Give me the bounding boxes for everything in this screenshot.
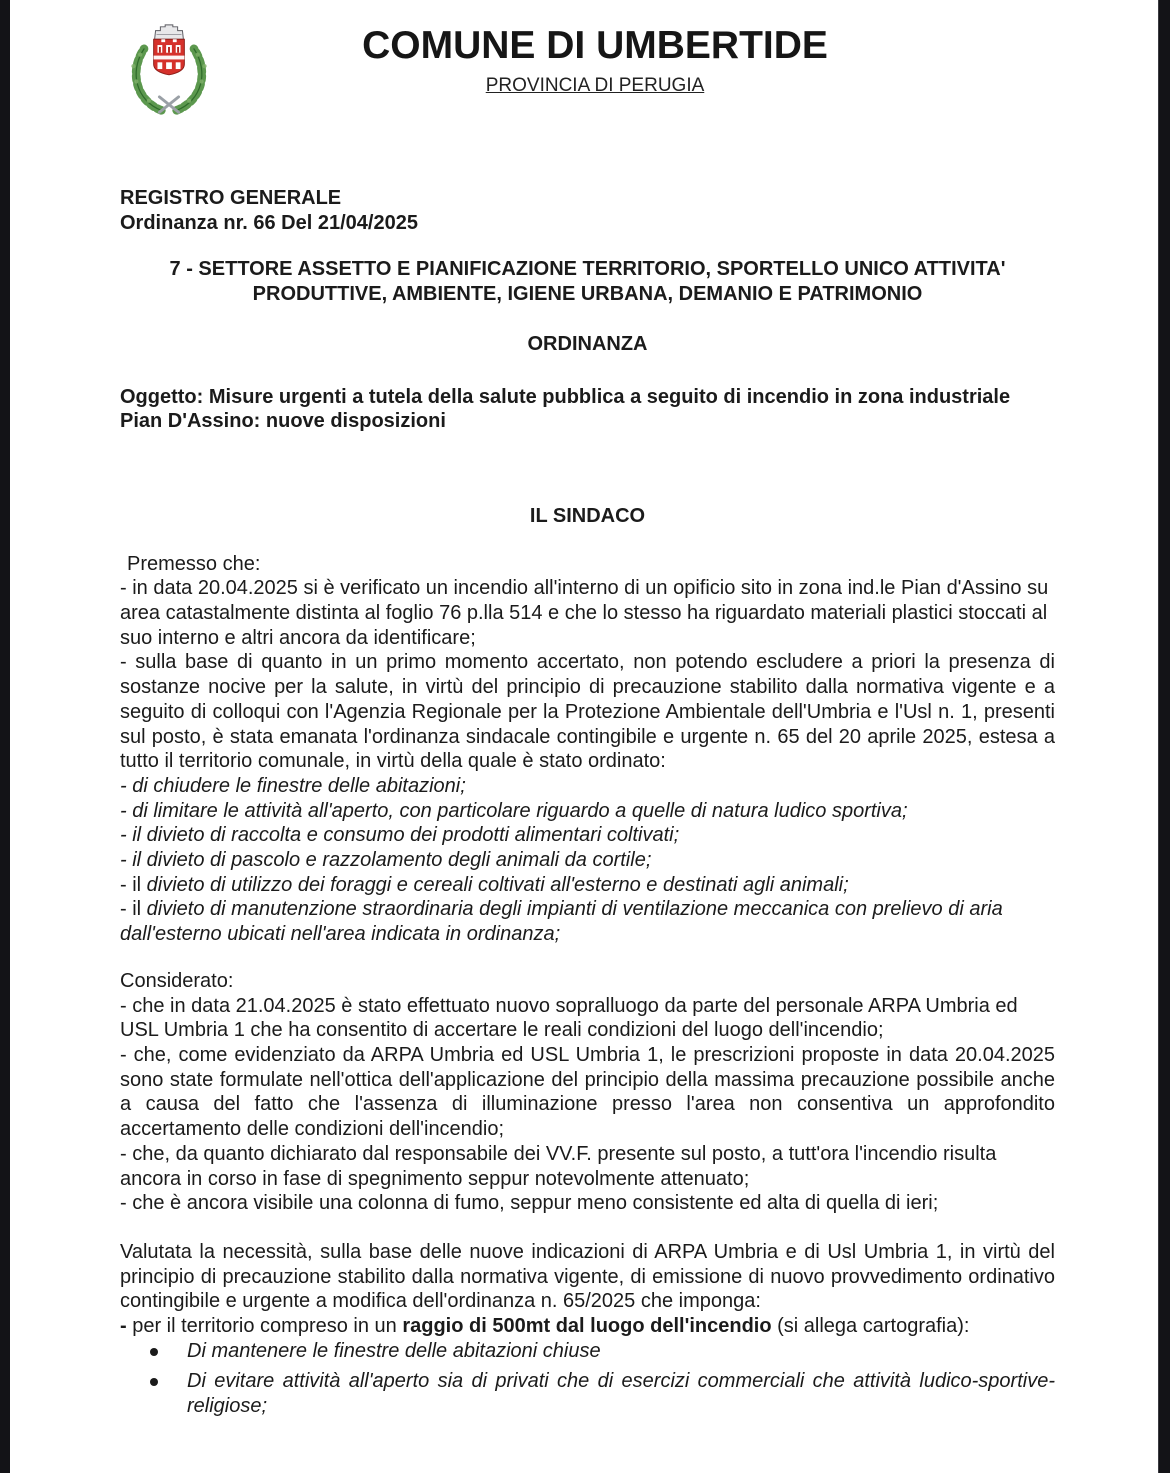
premesso-paragraph-1: - in data 20.04.2025 si è verificato un incendio all'interno di un opificio sito in zona ind.le Pian d'Assino su area catastalmente distinta al foglio 76 p.lla 514 e che lo stesso ha riguardato materiali plastici stoccati al suo interno e altri ancora da identificare; (120, 577, 1049, 649)
registry-block (120, 186, 1055, 235)
considerato-label: Considerato: (120, 969, 234, 992)
considerato-item: - che è ancora visibile una colonna di fumo, seppur meno consistente ed alta di quella di ieri; (120, 1192, 939, 1215)
premesso-paragraph-2: - sulla base di quanto in un primo momento accertato, non potendo escludere a priori la presenza di sostanze nocive per la salute, in virtù del principio di precauzione stabilito dalla normativa vigente e a seguito di colloqui con l'Agenzia Regionale per la Protezione Ambientale dell'Umbria e l'Usl n. 1, presenti sul posto, è stata emanata l'ordinanza sindacale contingibile e urgente n. 65 del 20 aprile 2025, estesa a tutto il territorio comunale, in virtù della quale è stato ordinato: (120, 651, 1055, 773)
premesso-label: Premesso che: (127, 552, 261, 575)
measures-bullet-list (120, 1339, 1055, 1419)
bullet-item: Di mantenere le finestre delle abitazioni chiuse (120, 1339, 1055, 1364)
mayor-heading: IL SINDACO (529, 504, 646, 527)
considerato-item: - che, come evidenziato da ARPA Umbria ed USL Umbria 1, le prescrizioni proposte in data 20.04.2025 sono state formulate nell'ottica dell'applicazione del principio della massima precauzione possibile anche a causa del fatto che l'assenza di illuminazione presso l'area non consentiva un approfondito accertamento delle condizioni dell'incendio; (120, 1043, 1055, 1141)
ordered-measure-item: - il divieto di utilizzo dei foraggi e cereali coltivati all'esterno e destinati agli animali; (120, 873, 849, 896)
ordered-measure-item: - il divieto di raccolta e consumo dei prodotti alimentari coltivati; (120, 824, 680, 847)
territory-scope-line: - per il territorio compreso in un raggio di 500mt dal luogo dell'incendio (si allega cartografia): (120, 1315, 970, 1338)
ordinance-number-line: Ordinanza nr. 66 Del 21/04/2025 (120, 211, 418, 234)
commune-title: COMUNE DI UMBERTIDE (362, 24, 828, 67)
viewer-left-edge (0, 0, 10, 1473)
bullet-item: Di evitare attività all'aperto sia di privati che di esercizi commerciali che attività ludico-sportive-religiose; (120, 1369, 1055, 1418)
registry-title: REGISTRO GENERALE (120, 187, 342, 209)
crossed-stems-icon (159, 97, 178, 112)
document-body (120, 186, 1055, 1425)
ordered-measure-item: - il divieto di pascolo e razzolamento degli animali da cortile; (120, 849, 652, 872)
province-subtitle: PROVINCIA DI PERUGIA (485, 75, 705, 96)
document-type-heading: ORDINANZA (527, 332, 648, 355)
viewer-right-edge (1158, 0, 1170, 1473)
ordered-measure-item: - il divieto di manutenzione straordinaria degli impianti di ventilazione meccanica con prelievo di aria dall'esterno ubicati nell'area indicata in ordinanza; (120, 898, 1003, 946)
considerato-item: - che, da quanto dichiarato dal responsabile dei VV.F. presente sul posto, a tutt'ora l'incendio risulta ancora in corso in fase di spegnimento seppur notevolmente attenuato; (120, 1142, 997, 1190)
considerato-item: - che in data 21.04.2025 è stato effettuato nuovo sopralluogo da parte del personale ARPA Umbria ed USL Umbria 1 che ha consentito di accertare le reali condizioni del luogo dell'incendio; (120, 994, 1018, 1042)
subject-line: Oggetto: Misure urgenti a tutela della salute pubblica a seguito di incendio in zona industriale Pian D'Assino: nuove disposizioni (120, 385, 1011, 433)
sector-heading: 7 - SETTORE ASSETTO E PIANIFICAZIONE TERRITORIO, SPORTELLO UNICO ATTIVITA' PRODUTTIVE, AMBIENTE, IGIENE URBANA, DEMANIO E PATRIMONIO (169, 258, 1006, 306)
letterhead (120, 24, 1070, 97)
ordered-measure-item: - di chiudere le finestre delle abitazioni; (120, 774, 466, 797)
ordered-measure-item: - di limitare le attività all'aperto, con particolare riguardo a quelle di natura ludico sportiva; (120, 799, 908, 822)
valutata-paragraph: Valutata la necessità, sulla base delle nuove indicazioni di ARPA Umbria e di Usl Umbria 1, in virtù del principio di precauzione stabilito dalla normativa vigente, di emissione di nuovo provvedimento ordinativo contingibile e urgente a modifica dell'ordinanza n. 65/2025 che imponga: (120, 1240, 1055, 1313)
